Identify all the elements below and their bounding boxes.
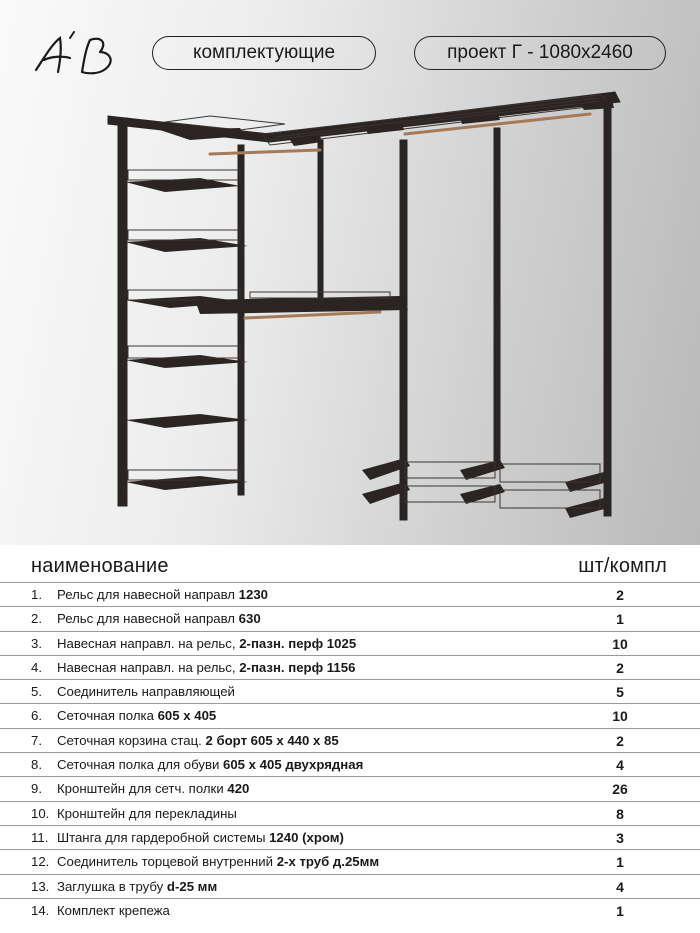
row-item-spec: 605 х 405 двухрядная bbox=[223, 757, 364, 773]
row-item-spec: 420 bbox=[227, 781, 250, 797]
row-number: 3. bbox=[31, 635, 42, 651]
row-quantity: 2 bbox=[616, 732, 624, 749]
table-row bbox=[0, 655, 700, 679]
row-item-text: Навесная направл. на рельс, bbox=[57, 635, 240, 651]
table-row bbox=[0, 606, 700, 630]
row-number: 4. bbox=[31, 659, 42, 675]
brand-logo bbox=[30, 30, 120, 80]
wardrobe-system-illustration bbox=[0, 90, 700, 530]
row-number: 11. bbox=[31, 829, 49, 845]
row-quantity: 3 bbox=[616, 829, 624, 846]
row-item-name bbox=[57, 587, 268, 602]
row-item-name bbox=[57, 879, 217, 894]
row-item-name bbox=[57, 757, 363, 772]
row-number: 14. bbox=[31, 902, 50, 918]
table-row bbox=[0, 874, 700, 898]
table-row bbox=[0, 728, 700, 752]
table-row bbox=[0, 898, 700, 922]
row-number: 1. bbox=[31, 587, 42, 602]
row-item-text: Комплект крепежа bbox=[57, 902, 170, 918]
row-number: 7. bbox=[31, 732, 42, 748]
row-quantity: 1 bbox=[616, 854, 624, 871]
row-item-name bbox=[57, 611, 261, 626]
row-item-text: Навесная направл. на рельс, bbox=[57, 659, 240, 675]
table-row bbox=[0, 801, 700, 825]
row-item-name bbox=[57, 830, 344, 845]
row-item-spec: 2-х труб д.25мм bbox=[276, 854, 380, 870]
row-item-text: Заглушка в трубу bbox=[57, 878, 167, 894]
row-item-name bbox=[57, 708, 216, 723]
row-item-spec: 2 борт 605 х 440 х 85 bbox=[205, 732, 339, 748]
table-row bbox=[0, 631, 700, 655]
row-item-text: Рельс для навесной направл bbox=[57, 587, 239, 602]
column-header-qty: шт/компл bbox=[578, 555, 667, 577]
row-item-spec: 1240 (хром) bbox=[269, 829, 344, 845]
row-number: 9. bbox=[31, 781, 42, 797]
row-quantity: 2 bbox=[616, 659, 624, 676]
row-item-name bbox=[57, 636, 356, 651]
row-item-text: Сеточная полка для обуви bbox=[57, 757, 224, 773]
row-item-spec: d-25 мм bbox=[166, 878, 218, 894]
row-item-text: Сеточная полка bbox=[57, 708, 158, 724]
row-item-spec: 1230 bbox=[238, 587, 269, 602]
project-badge: проект Г - 1080х2460 bbox=[414, 36, 666, 70]
row-number: 12. bbox=[31, 854, 50, 870]
row-number: 2. bbox=[31, 611, 42, 627]
row-item-spec: 630 bbox=[238, 611, 261, 627]
row-item-name bbox=[57, 660, 355, 675]
row-quantity: 4 bbox=[616, 757, 624, 774]
row-quantity: 1 bbox=[616, 902, 624, 919]
row-item-text: Штанга для гардеробной системы bbox=[57, 829, 270, 845]
row-number: 5. bbox=[31, 684, 42, 700]
row-item-text: Соединитель торцевой внутренний bbox=[57, 854, 277, 870]
row-item-spec: 605 х 405 bbox=[157, 708, 217, 724]
row-item-text: Кронштейн для сетч. полки bbox=[57, 781, 228, 797]
row-item-spec: 2-пазн. перф 1025 bbox=[239, 635, 357, 651]
row-item-name bbox=[57, 781, 249, 796]
row-item-text: Сеточная корзина стац. bbox=[57, 732, 206, 748]
row-number: 8. bbox=[31, 757, 42, 773]
row-item-text: Кронштейн для перекладины bbox=[57, 805, 237, 821]
row-number: 6. bbox=[31, 708, 42, 724]
table-row bbox=[0, 752, 700, 776]
table-row bbox=[0, 582, 700, 606]
row-item-name bbox=[57, 806, 237, 821]
table-row bbox=[0, 849, 700, 873]
row-quantity: 26 bbox=[612, 781, 628, 798]
table-rows bbox=[0, 582, 700, 922]
row-item-name bbox=[57, 854, 379, 869]
column-header-name: наименование bbox=[31, 555, 169, 577]
row-quantity: 1 bbox=[616, 611, 624, 628]
row-number: 13. bbox=[31, 878, 50, 894]
row-item-text: Соединитель направляющей bbox=[57, 684, 235, 700]
row-number: 10. bbox=[31, 805, 50, 821]
row-quantity: 10 bbox=[612, 708, 628, 725]
table-row bbox=[0, 776, 700, 800]
row-quantity: 10 bbox=[612, 635, 628, 652]
row-item-name bbox=[57, 684, 235, 699]
row-item-text: Рельс для навесной направл bbox=[57, 611, 239, 627]
table-row bbox=[0, 825, 700, 849]
row-quantity: 5 bbox=[616, 684, 624, 701]
row-quantity: 4 bbox=[616, 878, 624, 895]
row-item-spec: 2-пазн. перф 1156 bbox=[239, 659, 356, 675]
row-quantity: 2 bbox=[616, 587, 624, 603]
row-item-name bbox=[57, 903, 170, 918]
row-quantity: 8 bbox=[616, 805, 624, 822]
table-row bbox=[0, 703, 700, 727]
row-item-name bbox=[57, 733, 339, 748]
table-row bbox=[0, 679, 700, 703]
components-badge: комплектующие bbox=[152, 36, 376, 70]
